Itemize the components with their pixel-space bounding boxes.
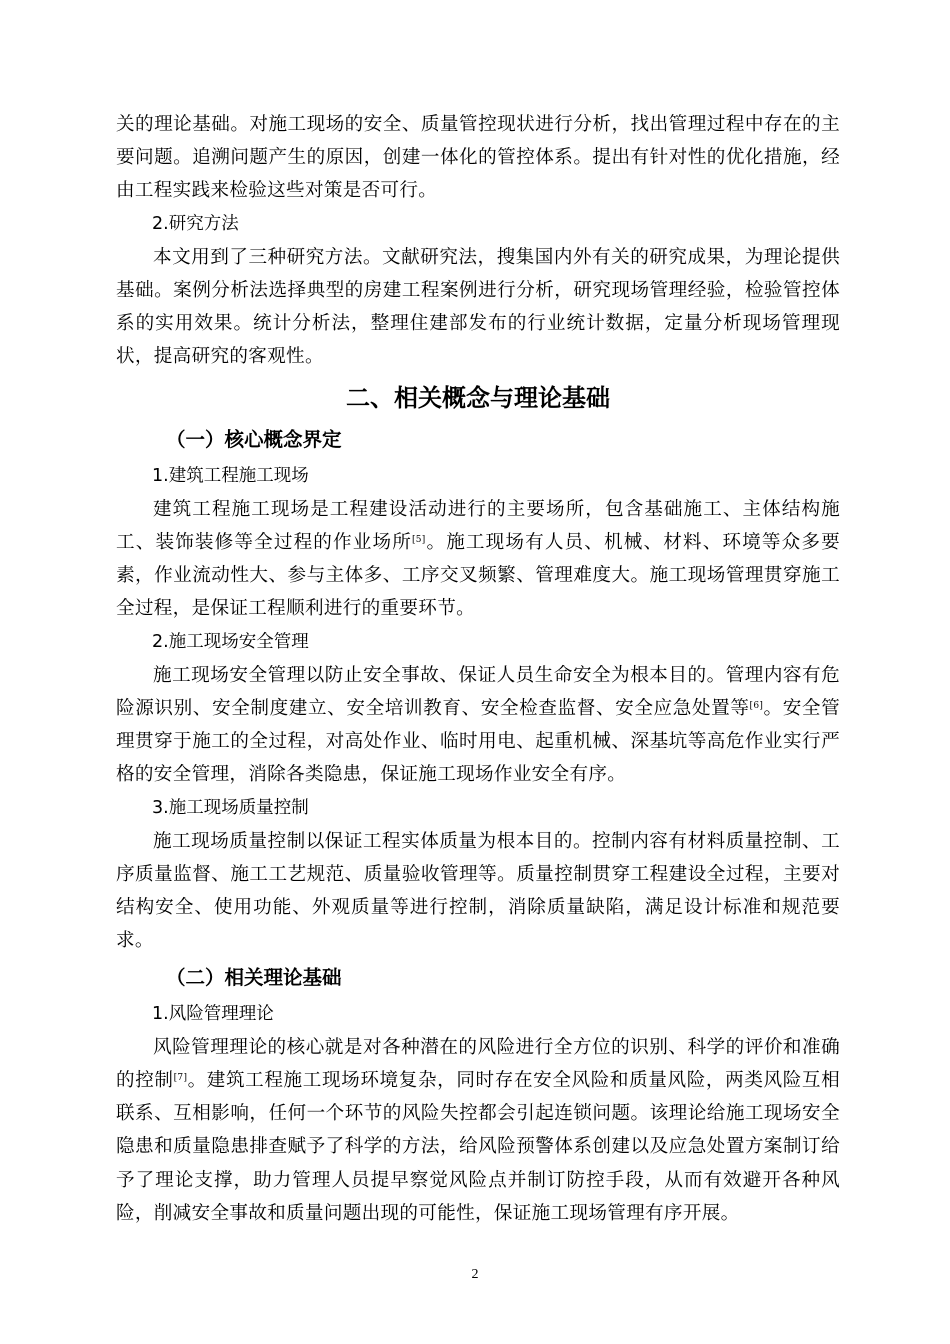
safety-management-text-a: 施工现场安全管理以防止安全事故、保证人员生命安全为根本目的。管理内容有危险源识别、安全制度建立、安全培训教育、安全检查监督、安全应急处置等	[116, 664, 840, 720]
citation-7: [7]	[173, 1073, 188, 1084]
construction-site-text-b: 。施工现场有人员、机械、材料、环境等众多要素，作业流动性大、参与主体多、工序交叉频繁、管理难度大。施工现场管理贯穿施工全过程，是保证工程顺利进行的重要环节。	[116, 532, 840, 620]
research-method-heading: 2.研究方法	[152, 213, 239, 234]
risk-management-text-b: 。建筑工程施工现场环境复杂，同时存在安全风险和质量风险，两类风险互相联系、互相影响，任何一个环节的风险失控都会引起连锁问题。该理论给施工现场安全隐患和质量隐患排查赋予了科学的方法，给风险预警体系创建以及应急处置方案制订给予了理论支撑，助力管理人员提早察觉风险点并制订防控手段，从而有效避开各种风险，削减安全事故和质量问题出现的可能性，保证施工现场管理有序开展。	[116, 1070, 841, 1224]
citation-5: [5]	[411, 535, 426, 546]
research-method-paragraph: 本文用到了三种研究方法。文献研究法，搜集国内外有关的研究成果，为理论提供基础。案例分析法选择典型的房建工程案例进行分析，研究现场管理经验，检验管控体系的实用效果。统计分析法，整理住建部发布的行业统计数据，定量分析现场管理现状，提高研究的客观性。	[116, 246, 840, 368]
risk-management-heading: 1.风险管理理论	[152, 1003, 274, 1024]
safety-management-heading: 2.施工现场安全管理	[152, 631, 309, 652]
section-core-concepts-title: （一）核心概念界定	[166, 427, 342, 451]
citation-6: [6]	[749, 701, 764, 712]
quality-control-paragraph: 施工现场质量控制以保证工程实体质量为根本目的。控制内容有材料质量控制、工序质量监督、施工工艺规范、质量验收管理等。质量控制贯穿工程建设全过程，主要对结构安全、使用功能、外观质量等进行控制，消除质量缺陷，满足设计标准和规范要求。	[116, 830, 840, 952]
safety-management-paragraph	[116, 659, 840, 792]
page-number: 2	[471, 1267, 479, 1282]
quality-control-heading: 3.施工现场质量控制	[152, 797, 309, 818]
construction-site-text-a: 建筑工程施工现场是工程建设活动进行的主要场所，包含基础施工、主体结构施工、装饰装修等全过程的作业场所	[116, 498, 840, 554]
safety-management-text-b: 。安全管理贯穿于施工的全过程，对高处作业、临时用电、起重机械、深基坑等高危作业实行严格的安全管理，消除各类隐患，保证施工现场作业安全有序。	[116, 698, 840, 786]
risk-management-paragraph	[116, 1031, 840, 1230]
construction-site-paragraph	[116, 493, 840, 626]
page-content	[116, 108, 840, 1230]
chapter-title: 二、相关概念与理论基础	[346, 383, 610, 412]
section-theory-basis-title: （二）相关理论基础	[166, 965, 342, 989]
construction-site-heading: 1.建筑工程施工现场	[152, 465, 309, 486]
risk-management-text-a: 风险管理理论的核心就是对各种潜在的风险进行全方位的识别、科学的评价和准确的控制	[116, 1036, 840, 1092]
intro-paragraph-continued: 关的理论基础。对施工现场的安全、质量管控现状进行分析，找出管理过程中存在的主要问题。追溯问题产生的原因，创建一体化的管控体系。提出有针对性的优化措施，经由工程实践来检验这些对策是否可行。	[116, 114, 840, 202]
